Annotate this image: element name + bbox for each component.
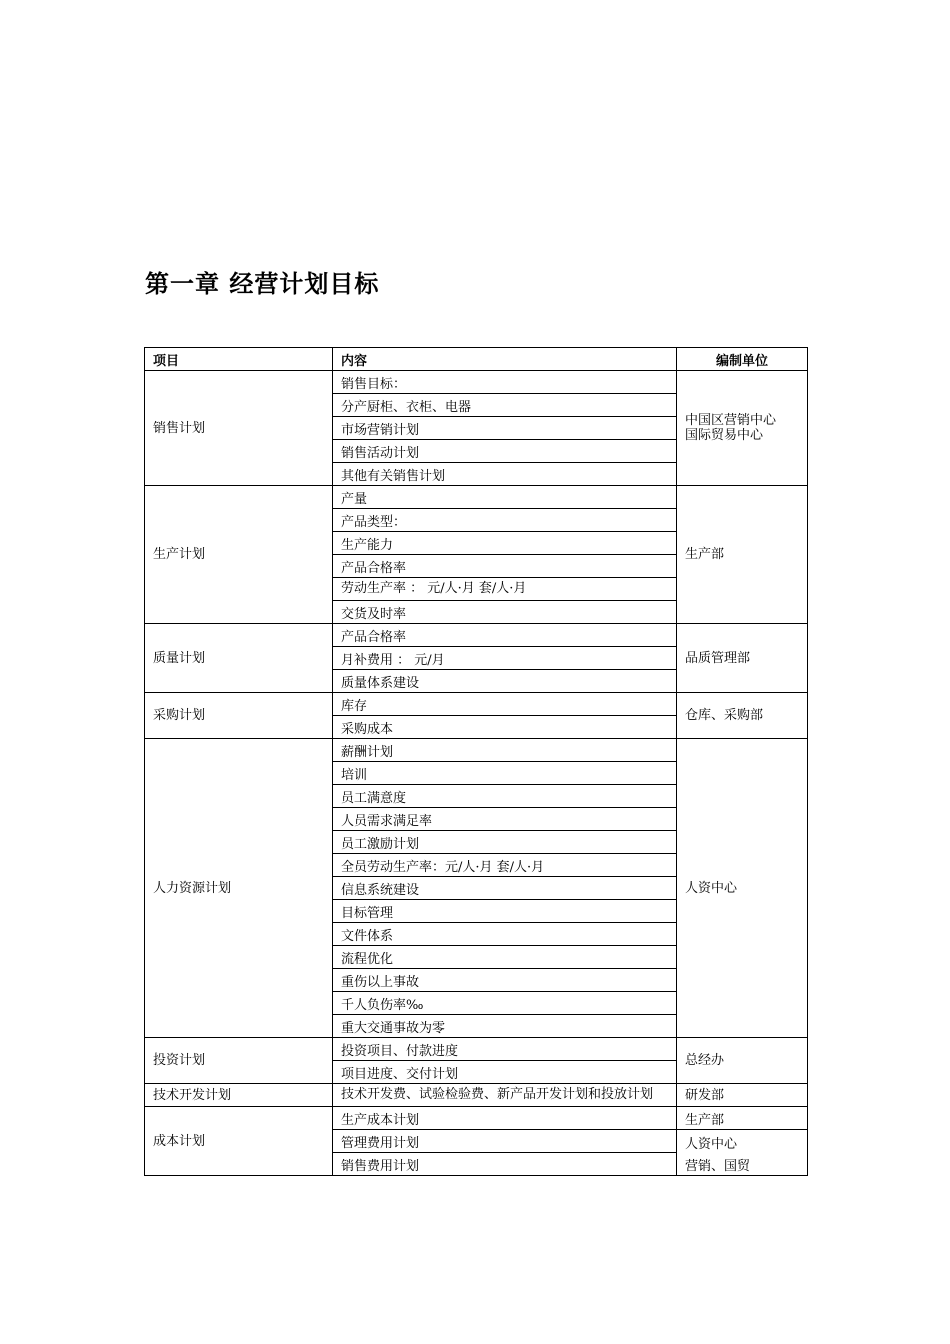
plan-content-cell: 其他有关销售计划 — [333, 463, 677, 486]
plan-unit-cell — [677, 1038, 808, 1084]
plan-content-cell: 技术开发费、试验检验费、新产品开发计划和投放计划 — [333, 1084, 677, 1107]
plan-content-cell: 采购成本 — [333, 716, 677, 739]
plan-item-cell: 技术开发计划 — [145, 1084, 333, 1107]
plan-content-cell: 库存 — [333, 693, 677, 716]
plan-content-cell: 薪酬计划 — [333, 739, 677, 762]
plan-content-cell: 销售目标： — [333, 371, 677, 394]
plan-content-cell: 生产成本计划 — [333, 1107, 677, 1130]
plan-item-cell: 成本计划 — [145, 1107, 333, 1176]
table-row — [145, 1107, 808, 1130]
plan-unit-cell — [677, 693, 808, 739]
plan-content-cell: 产品合格率 — [333, 555, 677, 578]
table-header-row — [145, 348, 808, 371]
plan-unit-line: 人资中心 — [685, 880, 738, 896]
plan-content-cell: 项目进度、交付计划 — [333, 1061, 677, 1084]
plan-content-cell: 投资项目、付款进度 — [333, 1038, 677, 1061]
plan-item-cell: 投资计划 — [145, 1038, 333, 1084]
plan-unit-cell — [677, 624, 808, 693]
plan-content-cell: 流程优化 — [333, 946, 677, 969]
plan-content-cell: 目标管理 — [333, 900, 677, 923]
plan-unit-cell: 人资中心 — [677, 1130, 808, 1153]
plan-content-cell: 产量 — [333, 486, 677, 509]
plan-unit-line: 中国区营销中心 — [685, 413, 777, 428]
plan-table — [144, 347, 808, 1176]
plan-unit-line: 研发部 — [685, 1087, 725, 1103]
plan-content-cell: 重伤以上事故 — [333, 969, 677, 992]
plan-unit-cell — [677, 371, 808, 486]
plan-unit-cell — [677, 486, 808, 624]
plan-content-cell: 培训 — [333, 762, 677, 785]
plan-item-cell: 人力资源计划 — [145, 739, 333, 1038]
table-row — [145, 371, 808, 394]
plan-content-cell: 质量体系建设 — [333, 670, 677, 693]
plan-content-cell: 员工激励计划 — [333, 831, 677, 854]
table-row — [145, 1084, 808, 1107]
plan-unit-line: 品质管理部 — [685, 650, 751, 666]
plan-content-cell: 生产能力 — [333, 532, 677, 555]
plan-content-cell: 员工满意度 — [333, 785, 677, 808]
plan-item-cell: 采购计划 — [145, 693, 333, 739]
plan-unit-cell: 生产部 — [677, 1107, 808, 1130]
plan-unit-cell: 营销、国贸 — [677, 1153, 808, 1176]
plan-content-cell: 销售活动计划 — [333, 440, 677, 463]
plan-content-cell: 全员劳动生产率：元/人·月 套/人·月 — [333, 854, 677, 877]
plan-content-cell: 管理费用计划 — [333, 1130, 677, 1153]
plan-content-cell: 交货及时率 — [333, 601, 677, 624]
plan-unit-line: 生产部 — [685, 547, 725, 562]
table-row — [145, 693, 808, 716]
header-content: 内容 — [333, 348, 677, 371]
table-row — [145, 739, 808, 762]
plan-content-cell: 信息系统建设 — [333, 877, 677, 900]
plan-content-cell: 销售费用计划 — [333, 1153, 677, 1176]
plan-content-cell: 劳动生产率 ： 元/人·月 套/人·月 — [333, 578, 677, 601]
plan-unit-line: 总经办 — [685, 1053, 725, 1068]
page-title: 第一章 经营计划目标 — [145, 270, 380, 298]
plan-unit-line: 国际贸易中心 — [685, 428, 764, 443]
plan-unit-line: 仓库、采购部 — [685, 708, 764, 723]
plan-content-cell: 分产厨柜、衣柜、电器 — [333, 394, 677, 417]
plan-item-cell: 销售计划 — [145, 371, 333, 486]
table-row — [145, 624, 808, 647]
plan-content-cell: 人员需求满足率 — [333, 808, 677, 831]
plan-content-cell: 文件体系 — [333, 923, 677, 946]
plan-content-cell: 千人负伤率‰ — [333, 992, 677, 1015]
plan-content-cell: 月补费用 ： 元/月 — [333, 647, 677, 670]
plan-content-cell: 市场营销计划 — [333, 417, 677, 440]
plan-table-body — [145, 348, 808, 1176]
plan-item-cell: 生产计划 — [145, 486, 333, 624]
header-unit: 编制单位 — [677, 348, 808, 371]
plan-content-cell: 重大交通事故为零 — [333, 1015, 677, 1038]
plan-content-cell: 产品合格率 — [333, 624, 677, 647]
plan-unit-cell — [677, 739, 808, 1038]
header-item: 项目 — [145, 348, 333, 371]
plan-unit-cell — [677, 1084, 808, 1107]
table-row — [145, 1038, 808, 1061]
plan-item-cell: 质量计划 — [145, 624, 333, 693]
plan-content-cell: 产品类型： — [333, 509, 677, 532]
table-row — [145, 486, 808, 509]
